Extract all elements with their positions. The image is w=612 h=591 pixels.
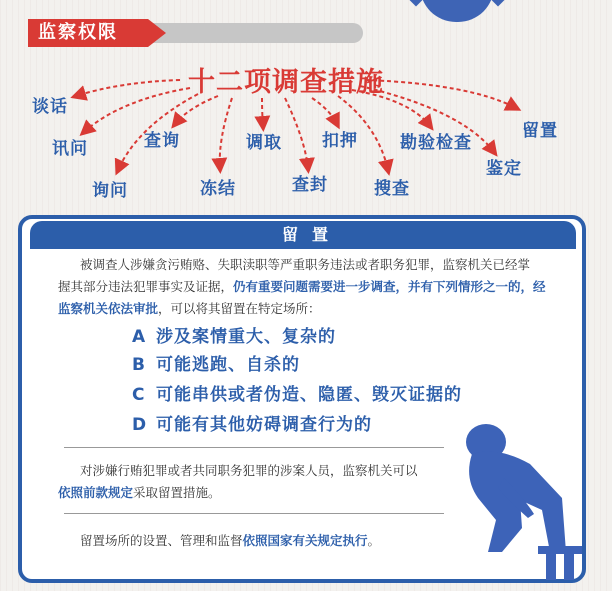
option-a: [132, 322, 336, 347]
note-1-tail: 采取留置措施。: [133, 485, 221, 500]
option-a-letter: A: [132, 327, 146, 347]
option-c-letter: C: [132, 385, 145, 405]
item-query: 查询: [144, 131, 180, 151]
divider-1: [64, 447, 444, 448]
intro-highlight-2: 监察机关依法审批: [58, 301, 159, 316]
item-appraise: 鉴定: [486, 159, 522, 179]
item-talk: 谈话: [32, 97, 68, 117]
item-seal: 查封: [292, 175, 328, 195]
note-2: [80, 530, 380, 552]
item-search: 搜查: [374, 179, 410, 199]
option-c: [132, 380, 462, 405]
arrow-8: [312, 98, 337, 124]
item-interrogate: 讯问: [52, 139, 88, 159]
note-2-highlight: 依照国家有关规定执行: [242, 533, 368, 548]
header-title: 监察权限: [28, 19, 148, 47]
panel-title: 留置: [281, 225, 342, 244]
option-a-text: 涉及案情重大、复杂的: [156, 327, 336, 347]
item-inquire: 询问: [92, 181, 128, 201]
item-retrieve: 调取: [246, 133, 282, 153]
intro-line-1: 被调查人涉嫌贪污贿赂、失职渎职等严重职务违法或者职务犯罪，监察机关已经掌: [80, 257, 531, 272]
note-1-highlight: 依照前款规定: [58, 485, 134, 500]
option-d-text: 可能有其他妨碍调查行为的: [156, 415, 372, 435]
item-seize: 扣押: [322, 131, 358, 151]
item-freeze: 冻结: [200, 179, 236, 199]
diagram-title: 十二项调查措施: [188, 67, 384, 98]
intro-text: 握其部分违法犯罪事实及证据，: [58, 279, 234, 294]
option-d: [132, 410, 372, 435]
divider-2: [64, 513, 444, 514]
intro-tail: ，可以将其留置在特定场所：: [158, 301, 321, 316]
option-b: [132, 350, 300, 375]
note-2-tail: 。: [367, 533, 381, 548]
arrow-6: [262, 98, 263, 126]
item-inspect: 勘验检查: [400, 133, 472, 153]
option-b-text: 可能逃跑、自杀的: [156, 355, 300, 375]
option-d-letter: D: [132, 415, 147, 435]
distressed-person-illustration: [438, 402, 608, 582]
intro-highlight-1: 仍有重要问题需要进一步调查，并有下列情形之一的，经: [233, 279, 546, 294]
arrow-5: [220, 98, 232, 168]
option-c-text: 可能串供或者伪造、隐匿、毁灭证据的: [156, 385, 462, 405]
arrow-4: [175, 96, 218, 124]
intro-line-3: [58, 298, 321, 320]
arrow-7: [285, 98, 308, 168]
item-detain: 留置: [522, 121, 558, 141]
intro-line-2: [58, 276, 546, 298]
note-2-text: 留置场所的设置、管理和监督: [80, 533, 243, 548]
note-1-line-1: 对涉嫌行贿犯罪或者共同职务犯罪的涉案人员，监察机关可以: [80, 463, 418, 478]
arrow-1: [76, 80, 180, 96]
option-b-letter: B: [132, 355, 145, 375]
note-1-line-2: [58, 482, 221, 504]
